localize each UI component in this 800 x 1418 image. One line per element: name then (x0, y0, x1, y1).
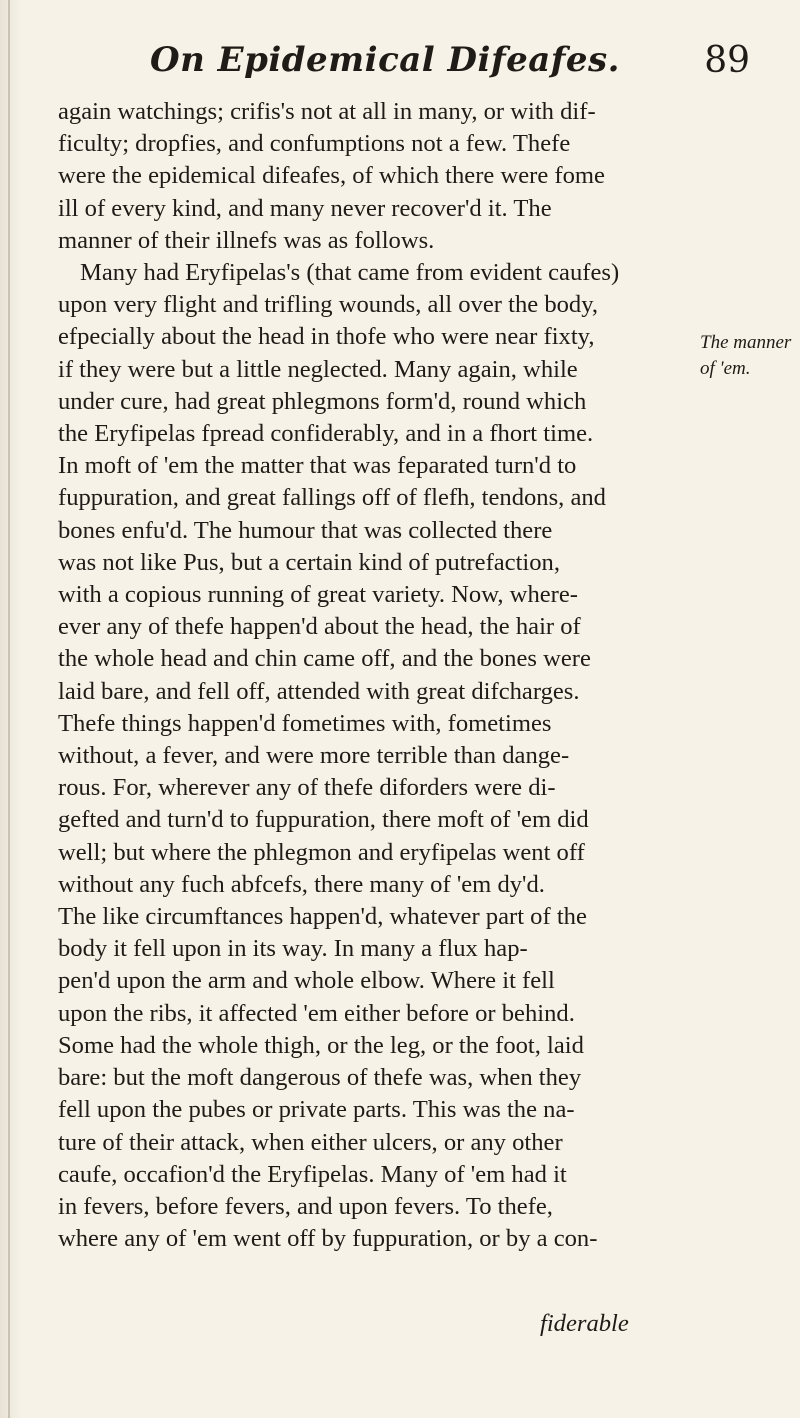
text-line: rous. For, wherever any of thefe diforders were di- (58, 774, 556, 802)
catchword: fiderable (540, 1310, 629, 1337)
margin-note-line: The manner (700, 332, 792, 353)
text-line: Thefe things happen'd fometimes with, fometimes (58, 709, 552, 737)
text-line: fuppuration, and great fallings off of flefh, tendons, and (58, 484, 606, 512)
text-line: the Eryfipelas fpread confiderably, and in a fhort time. (58, 420, 594, 448)
text-line: if they were but a little neglected. Many again, while (58, 355, 578, 383)
text-line: in fevers, before fevers, and upon fevers. To thefe, (58, 1192, 553, 1220)
text-line: was not like Pus, but a certain kind of putrefaction, (58, 548, 560, 576)
text-line: The like circumftances happen'd, whatever part of the (58, 903, 587, 931)
text-line: were the epidemical difeafes, of which there were fome (58, 162, 605, 190)
page-gutter (0, 0, 22, 1418)
text-line: upon very flight and trifling wounds, all over the body, (58, 291, 599, 319)
body-text (58, 96, 690, 1255)
text-line: pen'd upon the arm and whole elbow. Where it fell (58, 967, 555, 995)
text-line: ture of their attack, when either ulcers, or any other (58, 1128, 563, 1156)
text-line: laid bare, and fell off, attended with great difcharges. (58, 677, 580, 705)
text-line: fell upon the pubes or private parts. This was the na- (58, 1096, 575, 1124)
text-line: manner of their illnefs was as follows. (58, 226, 435, 254)
text-line: gefted and turn'd to fuppuration, there moft of 'em did (58, 806, 589, 834)
text-line: again watchings; crifis's not at all in many, or with dif- (58, 98, 596, 125)
text-line: body it fell upon in its way. In many a flux hap- (58, 935, 528, 963)
text-line: caufe, occafion'd the Eryfipelas. Many of 'em had it (58, 1160, 567, 1188)
text-line: Many had Eryfipelas's (that came from evident caufes) (80, 259, 620, 287)
margin-note-line: of 'em. (700, 358, 751, 379)
text-line: under cure, had great phlegmons form'd, round which (58, 387, 587, 415)
text-line: well; but where the phlegmon and eryfipelas went off (58, 838, 585, 866)
text-line: with a copious running of great variety. Now, where- (58, 581, 578, 609)
text-line: the whole head and chin came off, and the bones were (58, 645, 591, 673)
text-line: without, a fever, and were more terrible than dange- (58, 742, 570, 770)
text-line: ever any of thefe happen'd about the head, the hair of (58, 613, 581, 641)
text-line: ficulty; dropfies, and confumptions not a few. Thefe (58, 130, 571, 158)
text-line: efpecially about the head in thofe who were near fixty, (58, 323, 595, 351)
text-line: ill of every kind, and many never recover'd it. The (58, 194, 552, 222)
margin-note (700, 330, 800, 382)
text-line: upon the ribs, it affected 'em either before or behind. (58, 999, 575, 1027)
text-line: In moft of 'em the matter that was feparated turn'd to (58, 452, 577, 480)
text-line: without any fuch abfcefs, there many of 'em dy'd. (58, 870, 545, 898)
text-line: bones enfu'd. The humour that was collected there (58, 516, 553, 544)
text-line: Some had the whole thigh, or the leg, or the foot, laid (58, 1031, 584, 1059)
text-line: bare: but the moft dangerous of thefe was, when they (58, 1064, 582, 1092)
binding-edge (8, 0, 10, 1418)
page-number: 89 (704, 40, 750, 81)
page-header (150, 22, 750, 92)
text-line: where any of 'em went off by fuppuration, or by a con- (58, 1225, 598, 1253)
running-title: On Epidemical Difeafes. (150, 40, 620, 80)
